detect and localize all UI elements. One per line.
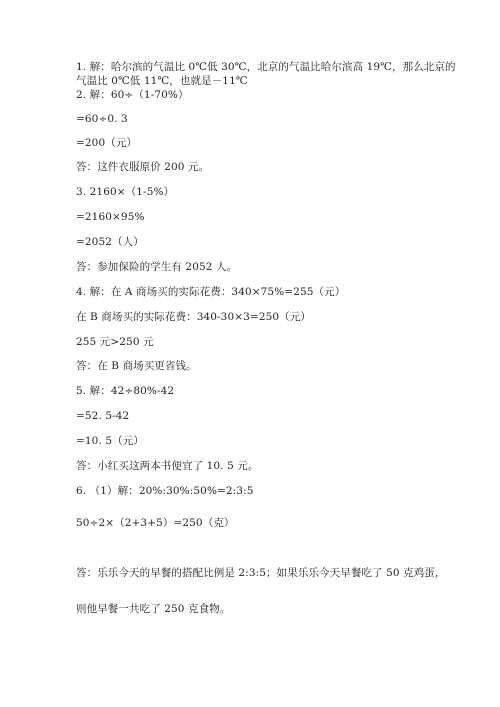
answer-3-line-1: 3. 2160×（1-5%） xyxy=(76,186,175,198)
answer-4-conclusion: 答：在 B 商场买更省钱。 xyxy=(76,360,197,372)
answer-4-line-2: 在 B 商场买的实际花费：340-30×3=250（元） xyxy=(76,311,311,323)
answer-6-line-1: 6. （1）解：20%:30%:50%=2:3:5 xyxy=(76,485,254,497)
answer-4-line-3: 255 元>250 元 xyxy=(76,336,154,348)
answer-2-line-2: =60÷0. 3 xyxy=(76,113,128,125)
answer-3-line-2: =2160×95% xyxy=(76,211,145,223)
answer-5-line-2: =52. 5-42 xyxy=(76,410,130,422)
answer-6-line-2: 50÷2×（2+3+5）=250（克） xyxy=(76,517,235,529)
answer-2-line-1: 2. 解：60÷（1-70%） xyxy=(76,89,189,101)
answer-6-conclusion-line-1: 答：乐乐今天的早餐的搭配比例是 2:3:5；如果乐乐今天早餐吃了 50 克鸡蛋， xyxy=(76,567,446,579)
answer-1-line-2: 气温比 0℃低 11℃，也就是－11℃ xyxy=(76,75,248,87)
answer-5-line-3: =10. 5（元） xyxy=(76,435,144,447)
answer-2-conclusion: 答：这件衣服原价 200 元。 xyxy=(76,161,210,173)
answer-5-conclusion: 答：小红买这两本书便宜了 10. 5 元。 xyxy=(76,460,259,472)
answer-5-line-1: 5. 解：42÷80%-42 xyxy=(76,385,175,397)
answer-2-line-3: =200（元） xyxy=(76,137,138,149)
answer-3-line-3: =2052（人） xyxy=(76,236,144,248)
answer-6-conclusion-line-2: 则他早餐一共吃了 250 克食物。 xyxy=(76,603,231,615)
answer-4-line-1: 4. 解：在 A 商场买的实际花费：340×75%=255（元） xyxy=(76,286,346,298)
answer-3-conclusion: 答：参加保险的学生有 2052 人。 xyxy=(76,261,238,273)
answer-1-line-1: 1. 解：哈尔滨的气温比 0℃低 30℃，北京的气温比哈尔滨高 19℃，那么北京的 xyxy=(76,61,456,73)
